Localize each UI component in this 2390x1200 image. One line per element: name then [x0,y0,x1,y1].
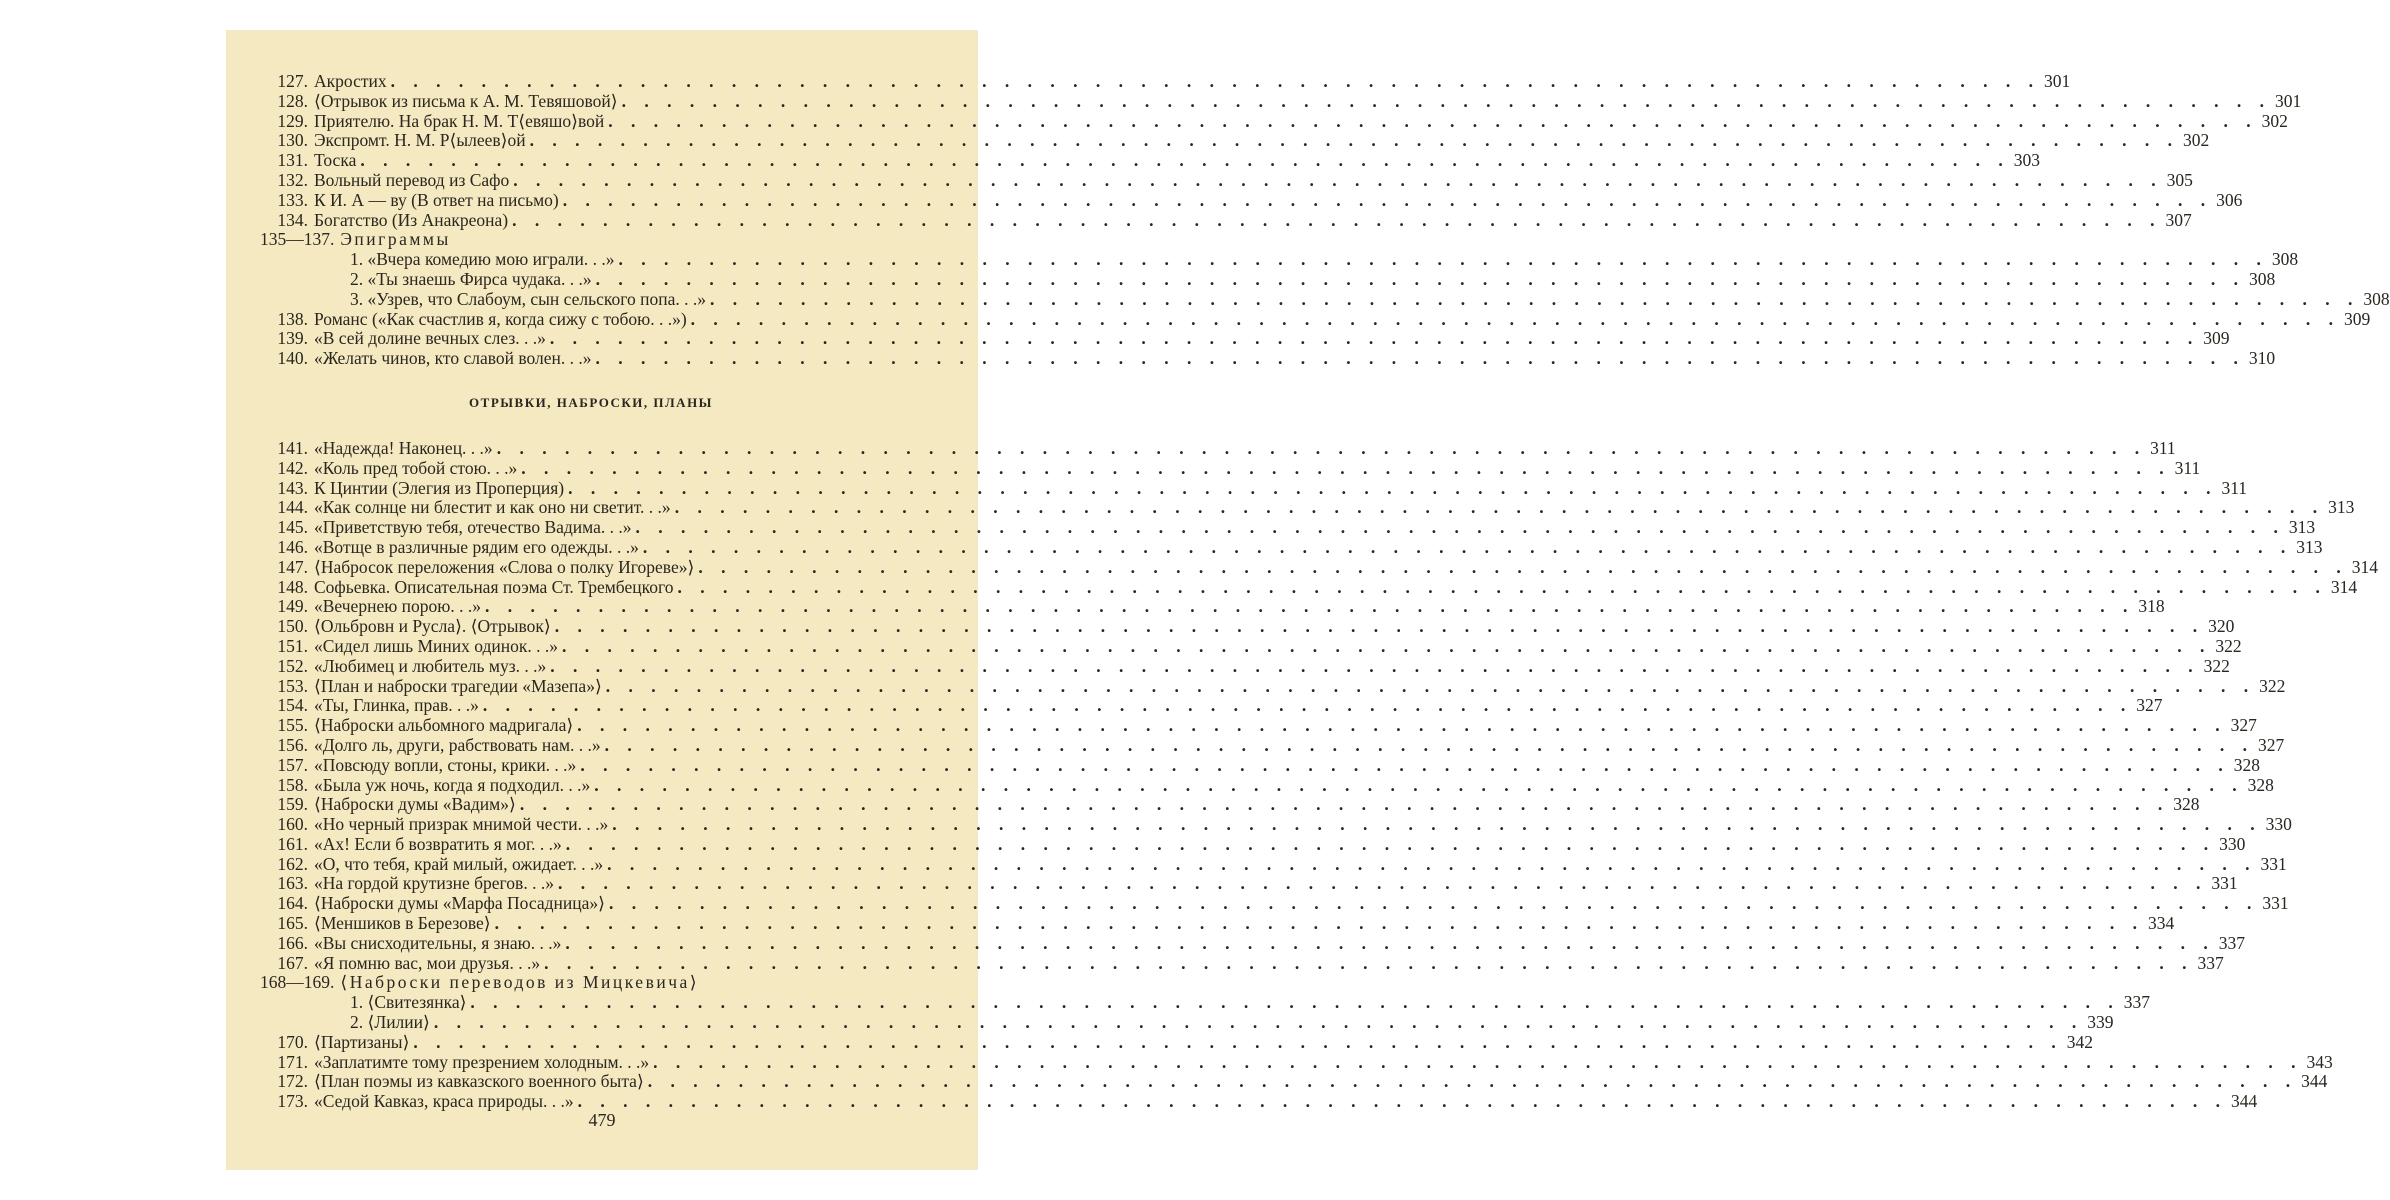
entry-title: «Коль пред тобой стою. . .» [314,457,518,478]
entry-number: 147. [277,556,308,577]
entry-number: 154. [277,695,308,716]
dot-leader [562,637,2211,657]
dot-leader [520,795,2169,815]
toc-entry [260,774,2274,796]
dot-leader [550,657,2199,677]
entry-title: ⟨Наброски альбомного мадригала⟩ [314,715,574,736]
entry-page-number: 302 [2261,110,2288,131]
entry-page-number: 313 [2328,497,2355,518]
entry-number: 127. [277,71,308,91]
entry-title: Софьевка. Описательная поэма Ст. Трембецкого [314,576,674,597]
entry-number: 130. [277,130,308,151]
toc-entry [260,189,2243,211]
entry-page-number: 330 [2219,833,2246,854]
entry-title: «Долго ль, други, рабствовать нам. . .» [314,734,601,755]
entry-number: 135—137. [260,229,335,250]
dot-leader [558,874,2207,894]
entry-number: 165. [277,913,308,934]
entry-page-number: 328 [2233,754,2260,775]
entry-number: 148. [277,576,308,597]
toc-entry [260,754,2260,776]
dot-leader [530,131,2179,151]
dot-leader [391,72,2040,92]
entry-number: 138. [277,308,308,329]
toc-entry [260,973,922,993]
entry-title: Тоска [314,150,357,171]
entry-page-number: 311 [2221,477,2248,498]
entry-number: 141. [277,437,308,458]
entry-number: 152. [277,655,308,676]
dot-leader [521,459,2170,479]
entry-page-number: 308 [2363,288,2390,309]
entry-title: 1. «Вчера комедию мою играли. . .» [350,249,615,270]
toc-entry [260,794,2200,815]
entry-title: ⟨Ольбровн и Русла⟩. ⟨Отрывок⟩ [314,616,551,637]
toc-entry [260,952,2224,974]
toc-entry [260,1071,2328,1092]
entry-page-number: 344 [2231,1091,2258,1112]
page-number: 479 [588,1110,616,1130]
dot-leader [636,518,2285,538]
toc-entry [260,814,2292,835]
entry-page-number: 331 [2260,853,2287,874]
toc-entry [260,130,2210,151]
toc-entry [260,249,2299,270]
entry-page-number: 327 [2136,695,2163,716]
entry-title: К И. А — ву (В ответ на письмо) [314,189,559,210]
dot-leader [513,171,2162,191]
entry-title: «Любимец и любитель муз. . .» [314,655,547,676]
entry-page-number: 337 [2197,952,2224,973]
entry-title: Вольный перевод из Сафо [314,169,510,190]
entry-page-number: 327 [2258,734,2285,755]
dot-leader [577,716,2226,736]
dot-leader [710,290,2359,310]
section-heading: ОТРЫВКИ, НАБРОСКИ, ПЛАНЫ [469,394,713,410]
entry-number: 161. [277,833,308,854]
toc-entry [260,616,2235,637]
entry-page-number: 301 [2043,71,2071,91]
entry-title: ⟨План поэмы из кавказского военного быта⟩ [314,1071,644,1092]
entry-page-number: 339 [2087,1012,2114,1033]
entry-title: Эпиграммы [340,229,451,250]
entry-number: 132. [277,169,308,190]
entry-page-number: 307 [2165,209,2192,230]
entry-page-number: 303 [2013,150,2040,171]
toc-entry [260,556,2378,578]
dot-leader [606,677,2255,697]
entry-page-number: 309 [2344,308,2371,329]
entry-page-number: 322 [2259,675,2286,696]
entry-number: 157. [277,754,308,775]
entry-title: «Сидел лишь Миних одинок. . .» [314,635,559,656]
toc-entry [260,853,2287,875]
entry-number: 168—169. [260,972,335,993]
entry-number: 140. [277,348,308,369]
toc-entry [260,992,2151,1013]
dot-leader [607,855,2256,875]
entry-number: 163. [277,873,308,894]
entries-list-b [260,437,2378,1112]
entry-title: «Как солнце ни блестит и как оно ни светит. . .» [314,497,671,518]
entry-title: «Повсюду вопли, стоны, крики. . .» [314,754,577,775]
entry-number: 156. [277,734,308,755]
toc-entry [260,655,2230,677]
entry-title: К Цинтии (Элегия из Проперция) [314,477,565,498]
entry-title: «Вечернею порою. . .» [314,596,481,617]
entry-number: 153. [277,675,308,696]
entry-title: ⟨Наброски переводов из Мицкевича⟩ [340,972,700,993]
dot-leader [360,151,2009,171]
entry-page-number: 311 [2150,437,2176,458]
toc-entry [260,497,2355,518]
entry-title: «Заплатимте тому презрением холодным. . .» [314,1051,650,1072]
dot-leader [555,617,2204,637]
toc-entry [260,873,2238,894]
toc-entry [260,932,2245,954]
dot-leader [609,894,2258,914]
entry-page-number: 314 [2330,576,2358,597]
entry-number: 171. [277,1051,308,1072]
entry-number: 164. [277,893,308,914]
toc-entry [260,576,2358,598]
toc-entry [260,209,2192,231]
toc-entry [260,90,2302,112]
entry-number: 149. [277,596,308,617]
entry-page-number: 342 [2066,1031,2094,1052]
toc-entry [260,169,2193,191]
entry-number: 150. [277,616,308,637]
dot-leader [485,597,2134,617]
toc-entry [260,695,2163,716]
entry-title: ⟨Меншиков в Березове⟩ [314,913,491,934]
dot-leader [643,538,2292,558]
toc-entry [260,71,2071,92]
dot-leader [550,329,2199,349]
entry-number: 128. [277,90,308,111]
entry-number: 142. [277,457,308,478]
entry-number: 129. [277,110,308,131]
dot-leader [568,479,2217,499]
entry-number: 145. [277,517,308,538]
entry-page-number: 337 [2218,932,2245,953]
entry-title: «Желать чинов, кто славой волен. . .» [314,348,592,369]
dot-leader [653,1053,2302,1073]
entry-page-number: 309 [2203,328,2230,349]
entry-page-number: 343 [2306,1051,2333,1072]
dot-leader [563,191,2212,211]
toc-entry [260,536,2323,558]
toc-entry [260,1031,2094,1053]
entry-number: 159. [277,794,308,815]
toc-entry [260,437,2176,459]
entry-number: 133. [277,189,308,210]
toc-entry [260,110,2288,132]
entry-title: «Приветствую тебя, отечество Вадима. . .» [314,517,632,538]
entry-page-number: 310 [2248,348,2276,369]
dot-leader [470,993,2119,1013]
dot-leader [596,270,2245,290]
toc-entry [260,348,2276,369]
entry-page-number: 331 [2211,873,2238,894]
entry-title: «Я помню вас, мои друзья. . .» [314,952,541,973]
entry-page-number: 322 [2215,635,2242,656]
entry-page-number: 314 [2351,556,2378,577]
entry-title: Богатство (Из Анакреона) [314,209,509,230]
toc-entry [260,308,2371,330]
dot-leader [612,815,2261,835]
entry-number: 167. [277,952,308,973]
dot-leader [483,696,2132,716]
entry-title: «Седой Кавказ, краса природы. . .» [314,1091,574,1112]
entry-page-number: 334 [2148,913,2175,934]
entry-page-number: 306 [2216,189,2243,210]
entry-number: 170. [277,1031,308,1052]
entry-page-number: 331 [2262,893,2289,914]
entry-number: 139. [277,328,308,349]
dot-leader [512,211,2161,231]
entry-title: «Вотще в различные рядим его одежды. . .» [314,536,639,557]
entry-title: «В сей долине вечных слез. . .» [314,328,546,349]
dot-leader [434,1013,2083,1033]
entry-number: 155. [277,715,308,736]
entry-number: 172. [277,1071,308,1092]
entry-title: «Вы снисходительны, я знаю. . .» [314,932,562,953]
toc-entry [260,477,2248,499]
dot-leader [675,498,2324,518]
dot-leader [605,736,2254,756]
toc-entry [260,230,922,250]
entry-page-number: 311 [2174,457,2201,478]
dot-leader [698,558,2347,578]
entry-title: «Надежда! Наконец. . .» [314,437,493,458]
toc-entry [260,288,2390,310]
dot-leader [619,250,2268,270]
entry-title: «Ты, Глинка, прав. . .» [314,695,479,716]
toc-entry [260,328,2230,349]
toc-entry [260,517,2316,538]
toc-entry [260,596,2165,617]
entry-title: «Ах! Если б возвратить я мог. . .» [314,833,562,854]
entry-number: 143. [277,477,308,498]
table-of-contents [260,71,2390,1112]
entry-number: 160. [277,814,308,835]
entry-title: ⟨Отрывок из письма к А. М. Тевяшовой⟩ [314,90,618,111]
entry-number: 162. [277,853,308,874]
entry-number: 134. [277,209,308,230]
dot-leader [594,776,2243,796]
entry-page-number: 313 [2288,517,2316,538]
entry-page-number: 337 [2123,992,2151,1013]
book-page [226,30,2390,1170]
entry-page-number: 308 [2271,249,2299,270]
entry-title: Романс («Как счастлив я, когда сижу с тобою. . .») [314,308,687,329]
entry-title: ⟨Наброски думы «Вадим»⟩ [314,794,516,815]
dot-leader [497,439,2146,459]
entry-title: «Была уж ночь, когда я подходил. . .» [314,774,591,795]
entry-page-number: 328 [2173,794,2200,815]
toc-entry [260,1051,2333,1073]
toc-entry [260,150,2040,171]
entry-title: «Но черный призрак мнимой чести. . .» [314,814,609,835]
entry-title: Приятелю. На брак Н. М. Т⟨евяшо⟩вой [314,110,605,131]
toc-entry [260,268,2276,290]
dot-leader [691,310,2340,330]
entry-number: 151. [277,635,308,656]
entry-number: 146. [277,536,308,557]
entry-title: 2. ⟨Лилии⟩ [350,1012,430,1033]
entry-page-number: 322 [2203,655,2230,676]
dot-leader [413,1033,2062,1053]
dot-leader [580,756,2229,776]
dot-leader [544,954,2193,974]
entry-title: ⟨План и наброски трагедии «Мазепа»⟩ [314,675,602,696]
entry-number: 131. [277,150,308,171]
entry-title: «На гордой крутизне брегов. . .» [314,873,554,894]
entry-title: 3. «Узрев, что Слабоум, сын сельского попа. . .» [350,288,706,309]
dot-leader [596,349,2245,369]
entry-page-number: 302 [2182,130,2210,151]
toc-entry [260,715,2257,736]
toc-entry [260,893,2289,914]
entry-page-number: 344 [2301,1071,2328,1092]
dot-leader [677,578,2326,598]
entry-page-number: 301 [2274,90,2302,111]
toc-entry [260,675,2286,697]
entry-page-number: 308 [2249,268,2276,289]
entry-page-number: 320 [2208,616,2235,637]
entry-number: 144. [277,497,308,518]
dot-leader [608,112,2257,132]
entry-page-number: 318 [2138,596,2165,617]
entry-title: «О, что тебя, край милый, ожидает. . .» [314,853,604,874]
toc-entry [260,457,2201,479]
dot-leader [622,92,2271,112]
toc-entry [260,913,2175,934]
entry-title: ⟨Партизаны⟩ [314,1031,410,1052]
entry-number: 166. [277,932,308,953]
dot-leader [648,1072,2297,1092]
entry-title: Акростих [314,71,387,91]
toc-entry [260,734,2285,756]
entry-page-number: 327 [2230,715,2257,736]
entry-page-number: 330 [2265,814,2292,835]
entry-number: 158. [277,774,308,795]
entry-number: 173. [277,1091,308,1112]
toc-entry [260,1012,2114,1033]
dot-leader [495,914,2144,934]
entry-title: Экспромт. Н. М. Р⟨ылеев⟩ой [314,130,526,151]
dot-leader [566,835,2215,855]
entry-page-number: 313 [2296,536,2323,557]
entry-title: ⟨Набросок переложения «Слова о полку Игореве»⟩ [314,556,695,577]
entry-page-number: 305 [2166,169,2193,190]
entry-title: 2. «Ты знаешь Фирса чудака. . .» [350,268,592,289]
toc-entry [260,833,2246,855]
entry-title: ⟨Наброски думы «Марфа Посадница»⟩ [314,893,605,914]
dot-leader [565,934,2214,954]
entry-page-number: 328 [2247,774,2274,795]
toc-entry [260,635,2242,657]
entry-title: 1. ⟨Свитезянка⟩ [350,992,467,1013]
entries-list-a [260,71,2390,369]
